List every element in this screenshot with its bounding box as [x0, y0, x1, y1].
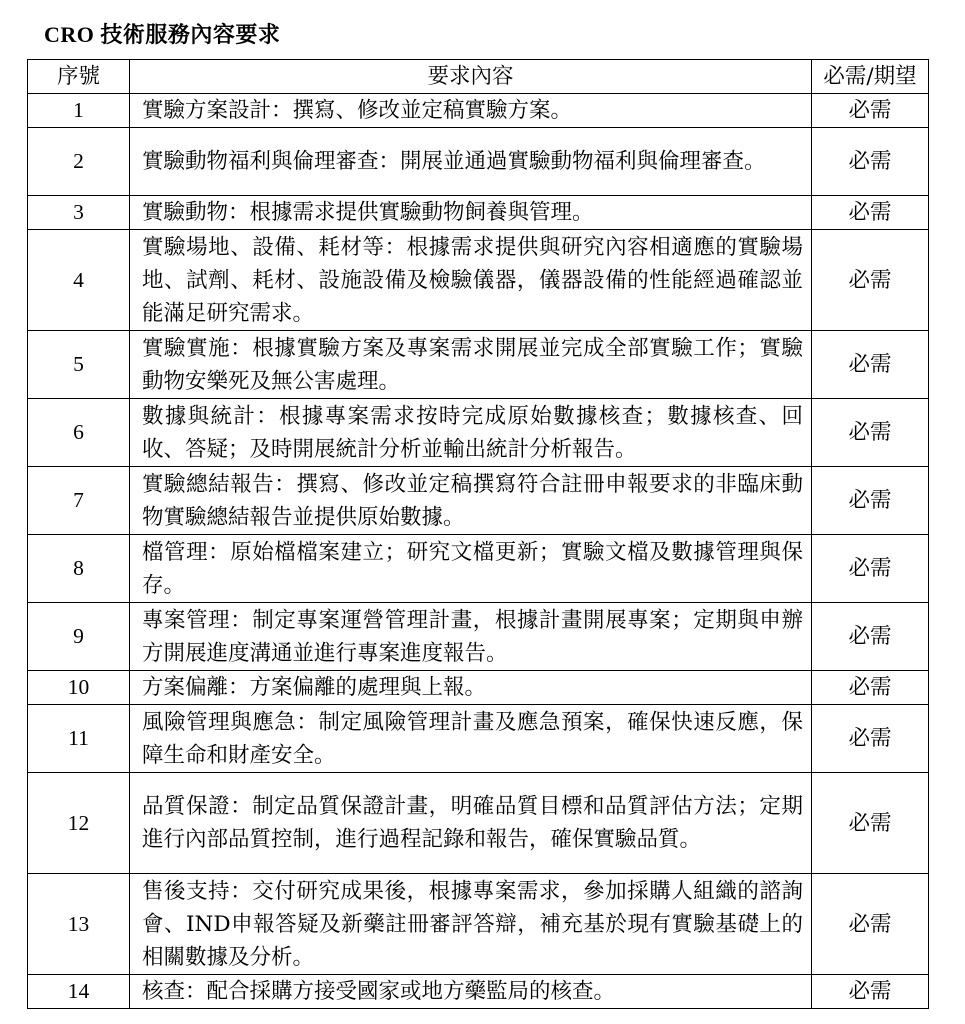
table-row [28, 705, 929, 773]
row-content: 實驗總結報告：撰寫、修改並定稿撰寫符合註冊申報要求的非臨床動物實驗總結報告並提供原始數據。 [130, 467, 812, 535]
row-content: 風險管理與應急：制定風險管理計畫及應急預案，確保快速反應，保障生命和財產安全。 [130, 705, 812, 773]
table-row [28, 399, 929, 467]
row-requirement: 必需 [812, 535, 929, 603]
table-row [28, 196, 929, 230]
row-index: 8 [28, 535, 130, 603]
row-index: 7 [28, 467, 130, 535]
row-index: 3 [28, 196, 130, 230]
row-index: 6 [28, 399, 130, 467]
row-requirement: 必需 [812, 94, 929, 128]
table-row [28, 94, 929, 128]
table-header-row [28, 60, 929, 94]
row-index: 2 [28, 128, 130, 196]
row-index: 9 [28, 603, 130, 671]
table-row [28, 603, 929, 671]
row-requirement: 必需 [812, 874, 929, 975]
row-requirement: 必需 [812, 705, 929, 773]
table-row [28, 467, 929, 535]
row-requirement: 必需 [812, 773, 929, 874]
header-index: 序號 [28, 60, 130, 94]
table-row [28, 671, 929, 705]
header-content: 要求內容 [130, 60, 812, 94]
row-requirement: 必需 [812, 671, 929, 705]
row-content: 實驗方案設計：撰寫、修改並定稿實驗方案。 [130, 94, 812, 128]
row-content: 實驗實施：根據實驗方案及專案需求開展並完成全部實驗工作；實驗動物安樂死及無公害處理。 [130, 331, 812, 399]
row-content: 實驗場地、設備、耗材等：根據需求提供與研究內容相適應的實驗場地、試劑、耗材、設施設備及檢驗儀器，儀器設備的性能經過確認並能滿足研究需求。 [130, 230, 812, 331]
table-row [28, 535, 929, 603]
row-requirement: 必需 [812, 975, 929, 1009]
row-requirement: 必需 [812, 603, 929, 671]
table-row [28, 128, 929, 196]
row-index: 5 [28, 331, 130, 399]
row-index: 13 [28, 874, 130, 975]
row-index: 11 [28, 705, 130, 773]
row-content: 專案管理：制定專案運營管理計畫，根據計畫開展專案；定期與申辦方開展進度溝通並進行專案進度報告。 [130, 603, 812, 671]
row-requirement: 必需 [812, 230, 929, 331]
table-row [28, 230, 929, 331]
table-row [28, 773, 929, 874]
table-row [28, 975, 929, 1009]
row-requirement: 必需 [812, 196, 929, 230]
table-row [28, 331, 929, 399]
row-content: 檔管理：原始檔檔案建立；研究文檔更新；實驗文檔及數據管理與保存。 [130, 535, 812, 603]
row-content: 實驗動物：根據需求提供實驗動物飼養與管理。 [130, 196, 812, 230]
row-index: 1 [28, 94, 130, 128]
row-requirement: 必需 [812, 467, 929, 535]
row-content: 實驗動物福利與倫理審查：開展並通過實驗動物福利與倫理審查。 [130, 128, 812, 196]
row-requirement: 必需 [812, 399, 929, 467]
row-content: 數據與統計：根據專案需求按時完成原始數據核查；數據核查、回收、答疑；及時開展統計分析並輸出統計分析報告。 [130, 399, 812, 467]
requirements-table [27, 59, 929, 1009]
row-content: 方案偏離：方案偏離的處理與上報。 [130, 671, 812, 705]
header-requirement: 必需/期望 [812, 60, 929, 94]
table-row [28, 874, 929, 975]
row-requirement: 必需 [812, 331, 929, 399]
row-index: 12 [28, 773, 130, 874]
row-requirement: 必需 [812, 128, 929, 196]
row-index: 10 [28, 671, 130, 705]
row-content: 售後支持：交付研究成果後，根據專案需求，參加採購人組織的諮詢會、IND申報答疑及新藥註冊審評答辯，補充基於現有實驗基礎上的相關數據及分析。 [130, 874, 812, 975]
document-title: CRO 技術服務內容要求 [44, 22, 281, 47]
row-content: 核查：配合採購方接受國家或地方藥監局的核查。 [130, 975, 812, 1009]
row-index: 4 [28, 230, 130, 331]
row-content: 品質保證：制定品質保證計畫，明確品質目標和品質評估方法；定期進行內部品質控制，進行過程記錄和報告，確保實驗品質。 [130, 773, 812, 874]
row-index: 14 [28, 975, 130, 1009]
